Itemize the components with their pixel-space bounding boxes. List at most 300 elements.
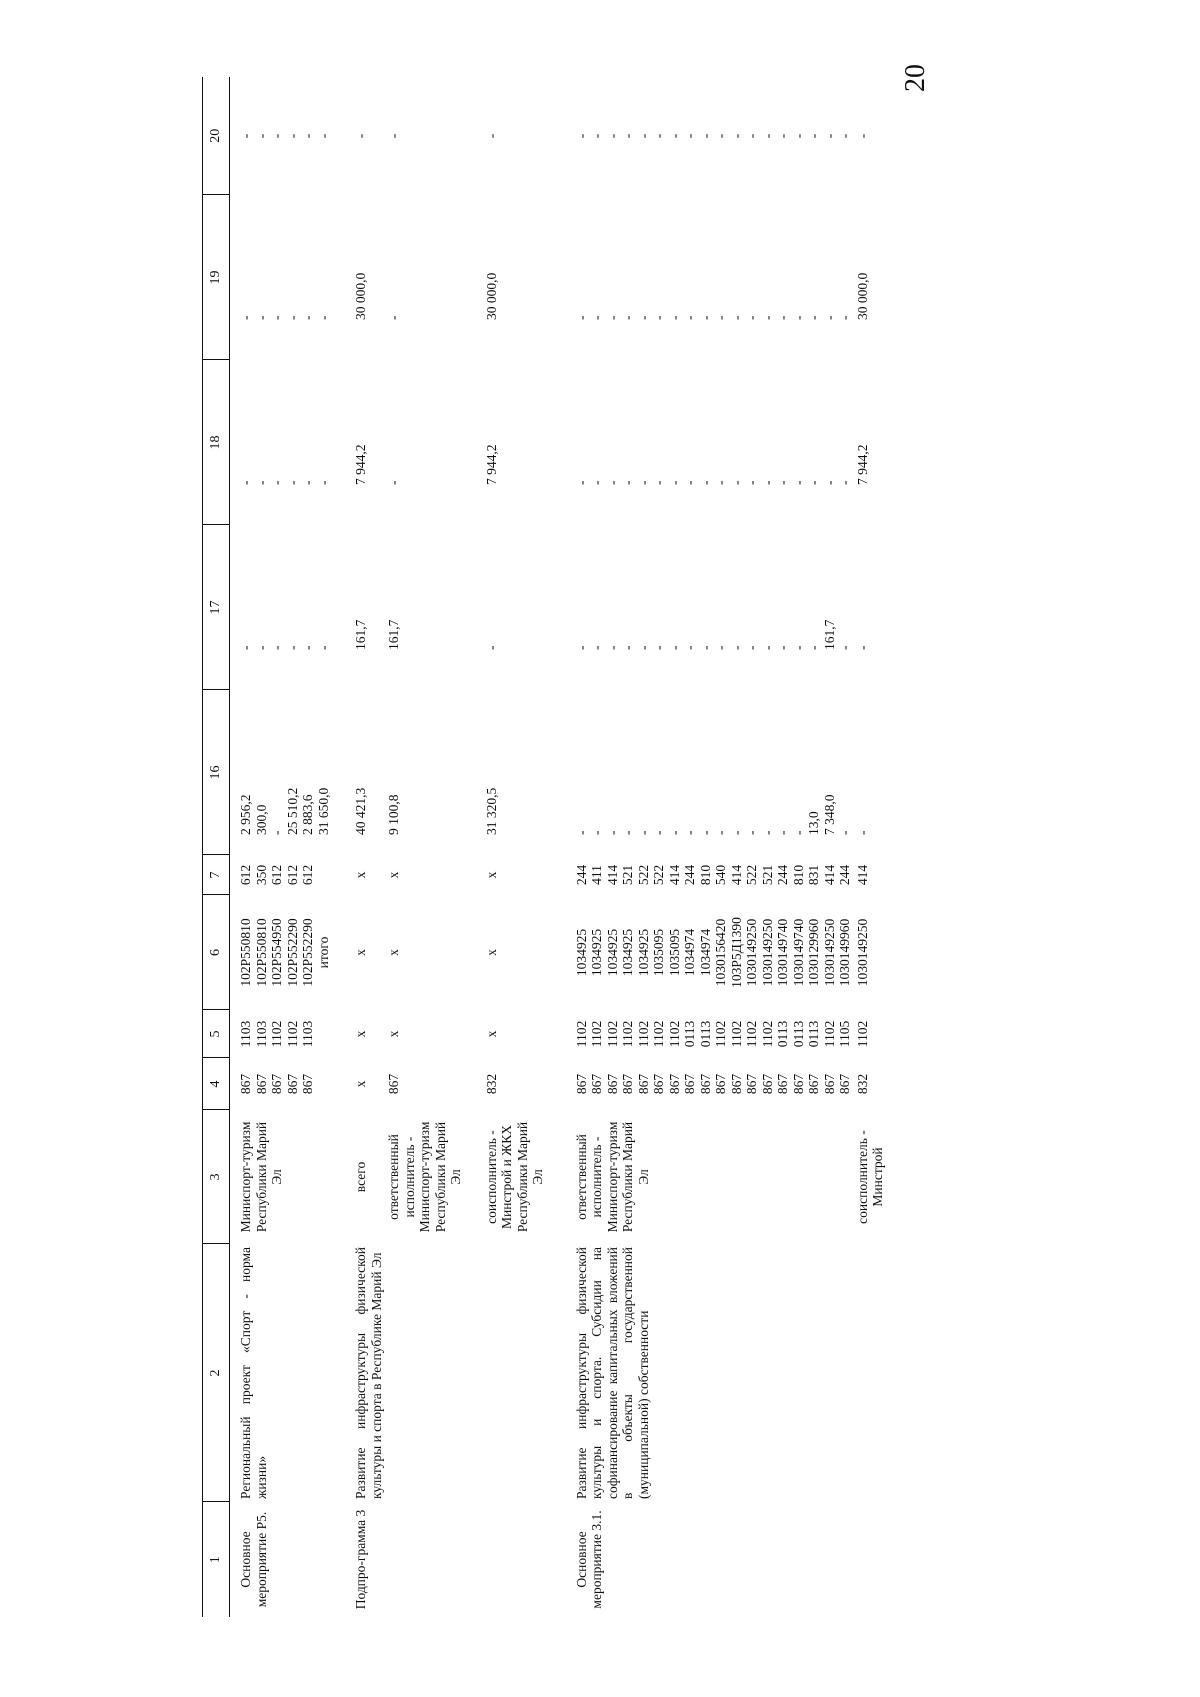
cell-vr-line: 244 [775, 864, 790, 886]
cell-vr-line: 831 [806, 864, 821, 886]
cell-rzpr-line: 0113 [806, 1020, 821, 1048]
cell-col17-line: 161,7 [386, 619, 401, 650]
cell-col19-line: - [386, 315, 401, 320]
cell-item-type: Основное мероприятие Р5. [238, 1511, 269, 1608]
cell-csr-line: 1034925 [620, 928, 635, 977]
cell-grbs [546, 1058, 853, 1110]
cell-col18-line: - [713, 480, 728, 485]
cell-grbs-line: 867 [651, 1073, 666, 1095]
cell-grbs-line: 867 [620, 1073, 635, 1095]
cell-col20 [230, 77, 332, 195]
cell-col18-line: - [837, 480, 852, 485]
cell-col18-line: - [759, 480, 775, 485]
cell-col17-line: - [682, 645, 697, 650]
cell-rzpr [331, 1010, 384, 1058]
cell-csr-line: 1034925 [604, 928, 620, 977]
cell-col17 [331, 525, 384, 690]
cell-vr-line: x [386, 871, 401, 879]
cell-csr-line: 102P550810 [253, 918, 269, 987]
cell-col17-line: - [651, 645, 666, 650]
cell-vr-line: 244 [573, 864, 589, 886]
cell-col17-line: - [837, 645, 852, 650]
cell-col16 [230, 690, 332, 855]
cell-col17-line: - [744, 645, 759, 650]
cell-csr-line: 103P5Д1390 [728, 917, 744, 988]
cell-col16-line: - [589, 830, 604, 835]
cell-grbs-line: 867 [697, 1073, 713, 1095]
cell-col17 [546, 525, 853, 690]
cell-col18-line: - [238, 480, 253, 485]
cell-grbs-line: 867 [759, 1073, 775, 1095]
cell-col16-line: - [635, 830, 651, 835]
header-col-5: 5 [203, 1010, 230, 1058]
cell-col18-line: - [728, 480, 744, 485]
cell-col19 [331, 195, 384, 360]
cell-col18-line: 7 944,2 [353, 444, 368, 485]
cell-col20 [331, 77, 384, 195]
cell-executor: ответственный исполнитель - Миниспорт-туризм Республики Марий Эл [573, 1121, 651, 1233]
cell-csr-line: 1030149250 [854, 918, 870, 987]
cell-csr [384, 895, 464, 1010]
cell-name [464, 1244, 546, 1502]
header-col-17: 17 [203, 525, 230, 690]
cell-vr-line: x [353, 871, 368, 879]
cell-rzpr [230, 1010, 332, 1058]
cell-col17-line: - [604, 645, 620, 650]
cell-col17-line: 161,7 [821, 619, 837, 650]
cell-vr-line: 521 [759, 864, 775, 886]
cell-vr [384, 855, 464, 895]
cell-executor: всего [353, 1161, 368, 1193]
cell-rzpr-line: 1103 [238, 1020, 253, 1048]
cell-csr-line: x [353, 949, 368, 956]
table-row [853, 77, 886, 1617]
cell-col16-line: 31 320,5 [483, 787, 499, 835]
cell-vr-line: 411 [589, 865, 604, 885]
cell-col20-line: - [635, 133, 651, 139]
cell-col17-line: - [284, 645, 300, 650]
cell-col16 [464, 690, 546, 855]
cell-vr-line: 521 [620, 864, 635, 886]
cell-col20-line: - [728, 133, 744, 139]
cell-col20-line: - [821, 133, 837, 139]
cell-col19-line: - [744, 315, 759, 320]
cell-col19 [384, 195, 464, 360]
cell-rzpr-line: 0113 [697, 1020, 713, 1048]
cell-col18 [546, 360, 853, 525]
cell-csr-line: 1030149960 [837, 918, 852, 987]
cell-rzpr-line: 1102 [666, 1020, 682, 1048]
cell-col16-line: 300,0 [253, 804, 269, 835]
cell-csr-line: 1035095 [666, 928, 682, 977]
cell-vr-line: 540 [713, 864, 728, 886]
cell-rzpr [384, 1010, 464, 1058]
cell-vr-line: 612 [269, 864, 284, 886]
cell-grbs [464, 1058, 546, 1110]
cell-col20-line: - [353, 133, 368, 139]
cell-col17-line: - [483, 645, 499, 650]
cell-col18-line: - [253, 480, 269, 485]
cell-executor: ответственный исполнитель - Миниспорт-туризм Республики Марий Эл [386, 1121, 463, 1233]
cell-rzpr-line: 1102 [744, 1020, 759, 1048]
cell-name: Региональный проект «Спорт - норма жизни» [238, 1247, 269, 1499]
cell-col20-line: - [483, 133, 499, 139]
cell-name [853, 1244, 886, 1502]
cell-col16-line: - [775, 830, 790, 835]
cell-col17 [384, 525, 464, 690]
cell-vr-line: 522 [744, 864, 759, 886]
cell-grbs-line: 867 [821, 1073, 837, 1095]
cell-col20-line: - [269, 133, 284, 139]
cell-item-type: Основное мероприятие 3.1. [573, 1510, 604, 1609]
cell-vr-line: 414 [854, 864, 870, 886]
cell-col16 [546, 690, 853, 855]
cell-vr-line: 612 [284, 864, 300, 886]
cell-col20-line: - [697, 133, 713, 139]
cell-csr-line: 1030129960 [806, 918, 821, 987]
cell-col17-line: - [806, 645, 821, 650]
cell-vr-line: 522 [651, 864, 666, 886]
cell-csr-line: 1030149250 [744, 918, 759, 987]
cell-col20-line: - [854, 133, 870, 139]
cell-name: Развитие инфраструктуры физической культуры и спорта в Республике Марий Эл [353, 1247, 384, 1499]
cell-col18-line: - [744, 480, 759, 485]
cell-col17-line: - [573, 645, 589, 650]
cell-vr-line: 810 [790, 864, 806, 886]
cell-col19 [464, 195, 546, 360]
cell-col16-line: - [697, 830, 713, 835]
cell-col20-line: - [589, 133, 604, 139]
cell-col18-line: - [806, 480, 821, 485]
cell-col19-line: - [697, 315, 713, 320]
cell-csr-line: 1030149740 [775, 918, 790, 987]
cell-vr-line: 414 [821, 864, 837, 886]
cell-grbs [331, 1058, 384, 1110]
cell-rzpr-line: 1102 [269, 1020, 284, 1048]
cell-col20-line: - [775, 133, 790, 139]
cell-col19-line: - [728, 315, 744, 320]
cell-col20-line: - [238, 133, 253, 139]
cell-col20-line: - [651, 133, 666, 139]
cell-rzpr-line: 1102 [589, 1020, 604, 1048]
cell-col17-line: - [666, 645, 682, 650]
cell-csr-line: x [483, 949, 499, 956]
cell-col20 [546, 77, 853, 195]
cell-executor: соисполнитель - Минстрой и ЖКХ Республики Марий Эл [483, 1121, 545, 1233]
cell-csr [331, 895, 384, 1010]
header-col-6: 6 [203, 895, 230, 1010]
cell-col18-line: - [821, 480, 837, 485]
cell-rzpr-line: 1102 [759, 1020, 775, 1048]
cell-col16-line: - [790, 830, 806, 835]
cell-col19-line: - [713, 315, 728, 320]
cell-csr-line: 1030149740 [790, 918, 806, 987]
cell-item-type [384, 1502, 464, 1617]
cell-col19-line: - [775, 315, 790, 320]
cell-col17-line: - [728, 645, 744, 650]
cell-col17-line: - [253, 645, 269, 650]
cell-grbs [853, 1058, 886, 1110]
cell-vr [853, 855, 886, 895]
cell-col20-line: - [315, 133, 331, 139]
cell-col19-line: - [589, 315, 604, 320]
header-col-7: 7 [203, 855, 230, 895]
cell-rzpr-line: 1103 [253, 1020, 269, 1048]
cell-vr-line: 414 [666, 864, 682, 886]
rotated-table-container [202, 77, 1012, 1617]
table-row [331, 77, 384, 1617]
table-row [546, 77, 853, 1617]
table-body [230, 77, 886, 1617]
cell-col16-line: - [837, 830, 852, 835]
cell-vr-line: 612 [300, 864, 315, 886]
header-col-16: 16 [203, 690, 230, 855]
cell-col19 [853, 195, 886, 360]
cell-col20-line: - [759, 133, 775, 139]
cell-col19-line: - [682, 315, 697, 320]
cell-rzpr-line: 1103 [300, 1020, 315, 1048]
cell-grbs-line: 832 [854, 1073, 870, 1095]
cell-col16-line: 9 100,8 [386, 794, 401, 835]
cell-col20-line: - [284, 133, 300, 139]
cell-col16-line: 13,0 [806, 811, 821, 835]
cell-col19-line: - [300, 315, 315, 320]
cell-col18-line: 7 944,2 [483, 444, 499, 485]
cell-col16-line: - [682, 830, 697, 835]
header-col-1: 1 [203, 1502, 230, 1617]
cell-csr [546, 895, 853, 1010]
table-row [464, 77, 546, 1617]
cell-col19-line: - [315, 315, 331, 320]
cell-grbs-line: 867 [713, 1073, 728, 1095]
cell-col18 [853, 360, 886, 525]
cell-col19-line: - [238, 315, 253, 320]
cell-csr-line: x [386, 949, 401, 956]
cell-csr-line: 1030149250 [759, 918, 775, 987]
cell-vr [230, 855, 332, 895]
cell-grbs [230, 1058, 332, 1110]
cell-col18-line: - [651, 480, 666, 485]
cell-col18-line: - [620, 480, 635, 485]
cell-rzpr-line: 1102 [573, 1020, 589, 1048]
cell-vr-line: 810 [697, 864, 713, 886]
cell-col16-line: 31 650,0 [315, 787, 331, 835]
cell-col19-line: - [620, 315, 635, 320]
cell-grbs [384, 1058, 464, 1110]
cell-col16-line: - [744, 830, 759, 835]
cell-executor: Миниспорт-туризм Республики Марий Эл [238, 1121, 284, 1233]
cell-rzpr-line: 1105 [837, 1020, 852, 1048]
cell-col16-line: 2 956,2 [238, 794, 253, 835]
cell-col18 [331, 360, 384, 525]
cell-col18-line: - [604, 480, 620, 485]
cell-vr-line: 350 [253, 864, 269, 886]
cell-vr-line: 612 [238, 864, 253, 886]
cell-col18-line: - [775, 480, 790, 485]
cell-grbs-line: 867 [728, 1073, 744, 1095]
cell-col20-line: - [604, 133, 620, 139]
cell-grbs-line: x [353, 1080, 368, 1088]
cell-csr-line: 1034925 [573, 928, 589, 977]
cell-col16-line: 25 510,2 [284, 787, 300, 835]
cell-col19-line: 30 000,0 [353, 272, 368, 320]
cell-col19-line: - [573, 315, 589, 320]
cell-col19-line: - [837, 315, 852, 320]
header-col-20: 20 [203, 77, 230, 195]
cell-col20-line: - [573, 133, 589, 139]
cell-grbs-line: 867 [253, 1073, 269, 1095]
cell-grbs-line: 867 [604, 1073, 620, 1095]
cell-col18-line: - [284, 480, 300, 485]
cell-col20-line: - [386, 133, 401, 139]
cell-col16 [853, 690, 886, 855]
header-col-18: 18 [203, 360, 230, 525]
cell-csr-line: 1035095 [651, 928, 666, 977]
cell-col17-line: - [759, 645, 775, 650]
cell-col17-line: - [620, 645, 635, 650]
cell-rzpr-line: x [386, 1030, 401, 1038]
cell-csr [230, 895, 332, 1010]
cell-rzpr-line: 1102 [284, 1020, 300, 1048]
cell-col18-line: - [697, 480, 713, 485]
cell-rzpr [546, 1010, 853, 1058]
cell-grbs-line: 867 [386, 1073, 401, 1095]
cell-col18-line: - [790, 480, 806, 485]
cell-vr-line: 244 [837, 864, 852, 886]
cell-col20-line: - [713, 133, 728, 139]
cell-grbs-line: 867 [790, 1073, 806, 1095]
cell-col19-line: - [806, 315, 821, 320]
cell-rzpr-line: 0113 [775, 1020, 790, 1048]
cell-csr [853, 895, 886, 1010]
cell-col17-line: 161,7 [353, 619, 368, 650]
cell-col20 [464, 77, 546, 195]
cell-grbs-line: 867 [806, 1073, 821, 1095]
cell-csr-line: 1030156420 [713, 918, 728, 987]
cell-col16-line: - [759, 830, 775, 835]
cell-rzpr [464, 1010, 546, 1058]
cell-col16 [331, 690, 384, 855]
cell-col20-line: - [744, 133, 759, 139]
cell-col18-line: - [573, 480, 589, 485]
header-row [203, 77, 230, 1617]
cell-grbs-line: 867 [300, 1073, 315, 1095]
cell-rzpr-line: x [483, 1030, 499, 1038]
cell-rzpr-line: 1102 [713, 1020, 728, 1048]
cell-csr-line: 1034925 [635, 928, 651, 977]
cell-grbs-line: 867 [682, 1073, 697, 1095]
page-number: 20 [900, 64, 931, 92]
cell-csr-line: 1030149250 [821, 918, 837, 987]
cell-rzpr-line: 1102 [620, 1020, 635, 1048]
cell-grbs-line: 867 [269, 1073, 284, 1095]
cell-vr-line: 244 [682, 864, 697, 886]
cell-col19-line: - [666, 315, 682, 320]
header-col-2: 2 [203, 1244, 230, 1502]
cell-col20-line: - [790, 133, 806, 139]
cell-grbs-line: 867 [744, 1073, 759, 1095]
cell-col17 [230, 525, 332, 690]
cell-vr-line: x [483, 871, 499, 879]
cell-vr-line: 522 [635, 864, 651, 886]
cell-col20 [853, 77, 886, 195]
cell-grbs-line: 867 [666, 1073, 682, 1095]
cell-col17-line: - [697, 645, 713, 650]
table-row [230, 77, 332, 1617]
cell-csr-line: 1034925 [589, 928, 604, 977]
cell-csr-line: итого [315, 936, 331, 969]
table-row [384, 77, 464, 1617]
cell-col17 [853, 525, 886, 690]
cell-col16-line: - [604, 830, 620, 835]
cell-col19-line: 30 000,0 [854, 272, 870, 320]
cell-col18 [230, 360, 332, 525]
cell-col18-line: - [269, 480, 284, 485]
cell-col20-line: - [666, 133, 682, 139]
cell-col17-line: - [775, 645, 790, 650]
cell-col17-line: - [269, 645, 284, 650]
cell-rzpr-line: 0113 [682, 1020, 697, 1048]
cell-csr-line: 1034974 [682, 928, 697, 977]
header-col-4: 4 [203, 1058, 230, 1110]
cell-col19-line: - [790, 315, 806, 320]
cell-grbs-line: 867 [589, 1073, 604, 1095]
cell-col17-line: - [589, 645, 604, 650]
cell-col17-line: - [300, 645, 315, 650]
cell-grbs-line: 832 [483, 1073, 499, 1095]
cell-col17-line: - [635, 645, 651, 650]
header-col-3: 3 [203, 1110, 230, 1244]
cell-rzpr-line: 1102 [635, 1020, 651, 1048]
cell-col18-line: - [635, 480, 651, 485]
cell-vr [464, 855, 546, 895]
cell-col19-line: - [651, 315, 666, 320]
cell-item-type [464, 1502, 546, 1617]
cell-col20-line: - [620, 133, 635, 139]
cell-grbs-line: 867 [775, 1073, 790, 1095]
cell-col20-line: - [300, 133, 315, 139]
cell-col18-line: - [315, 480, 331, 485]
cell-col19-line: - [759, 315, 775, 320]
cell-col18-line: 7 944,2 [854, 444, 870, 485]
cell-col20 [384, 77, 464, 195]
cell-col16-line: - [666, 830, 682, 835]
cell-col20-line: - [837, 133, 852, 139]
cell-csr-line: 102P550810 [238, 918, 253, 987]
cell-col19-line: - [269, 315, 284, 320]
cell-col17-line: - [854, 645, 870, 650]
cell-rzpr-line: 1102 [854, 1020, 870, 1048]
cell-rzpr-line: 1102 [821, 1020, 837, 1048]
cell-item-type: Подпро-грамма 3 [353, 1509, 368, 1610]
cell-col17 [464, 525, 546, 690]
cell-col18-line: - [386, 480, 401, 485]
cell-col16-line: 40 421,3 [353, 787, 368, 835]
cell-rzpr-line: 1102 [604, 1020, 620, 1048]
cell-col20-line: - [806, 133, 821, 139]
cell-vr-line: 414 [728, 864, 744, 886]
cell-col18-line: - [300, 480, 315, 485]
cell-grbs-line: 867 [284, 1073, 300, 1095]
cell-vr [331, 855, 384, 895]
cell-rzpr-line: 1102 [651, 1020, 666, 1048]
cell-col19-line: - [821, 315, 837, 320]
cell-col16-line: 7 348,0 [821, 794, 837, 835]
cell-col17-line: - [790, 645, 806, 650]
cell-col20-line: - [682, 133, 697, 139]
cell-csr [464, 895, 546, 1010]
budget-table [202, 77, 886, 1617]
